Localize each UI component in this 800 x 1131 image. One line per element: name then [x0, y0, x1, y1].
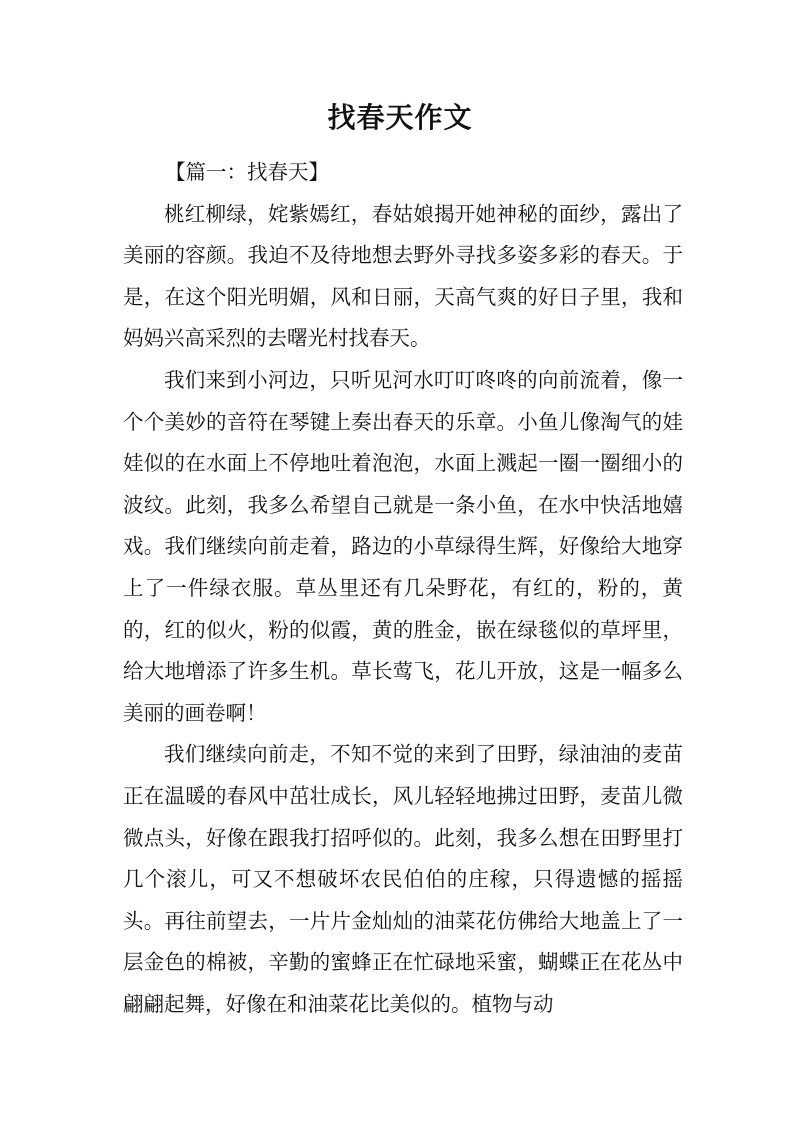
paragraph-2: 我们来到小河边，只听见河水叮叮咚咚的向前流着，像一个个美妙的音符在琴键上奏出春天的乐章。小鱼儿像淘气的娃娃似的在水面上不停地吐着泡泡，水面上溅起一圈一圈细小的波纹。此刻，我多么希望自己就是一条小鱼，在水中快活地嬉戏。我们继续向前走着，路边的小草绿得生辉，好像给大地穿上了一件绿衣服。草丛里还有几朵野花，有红的，粉的，黄的，红的似火，粉的似霞，黄的胜金，嵌在绿毯似的草坪里，给大地增添了许多生机。草长莺飞，花儿开放，这是一幅多么美丽的画卷啊！ — [123, 367, 683, 725]
document-body — [123, 152, 683, 1025]
paragraph-1: 桃红柳绿，姹紫嫣红，春姑娘揭开她神秘的面纱，露出了美丽的容颜。我迫不及待地想去野外寻找多姿多彩的春天。于是，在这个阳光明媚，风和日丽，天高气爽的好日子里，我和妈妈兴高采烈的去曙光村找春天。 — [123, 201, 683, 351]
section-heading: 【篇一：找春天】 — [165, 160, 329, 184]
document-title: 找春天作文 — [327, 101, 473, 134]
paragraph-3: 我们继续向前走，不知不觉的来到了田野，绿油油的麦苗正在温暖的春风中茁壮成长，风儿轻轻地拂过田野，麦苗儿微微点头，好像在跟我打招呼似的。此刻，我多么想在田野里打几个滚儿，可又不想破坏农民伯伯的庄稼，只得遗憾的摇摇头。再往前望去，一片片金灿灿的油菜花仿佛给大地盖上了一层金色的棉被，辛勤的蜜蜂正在忙碌地采蜜，蝴蝶正在花丛中翩翩起舞，好像在和油菜花比美似的。植物与动 — [123, 742, 683, 1016]
